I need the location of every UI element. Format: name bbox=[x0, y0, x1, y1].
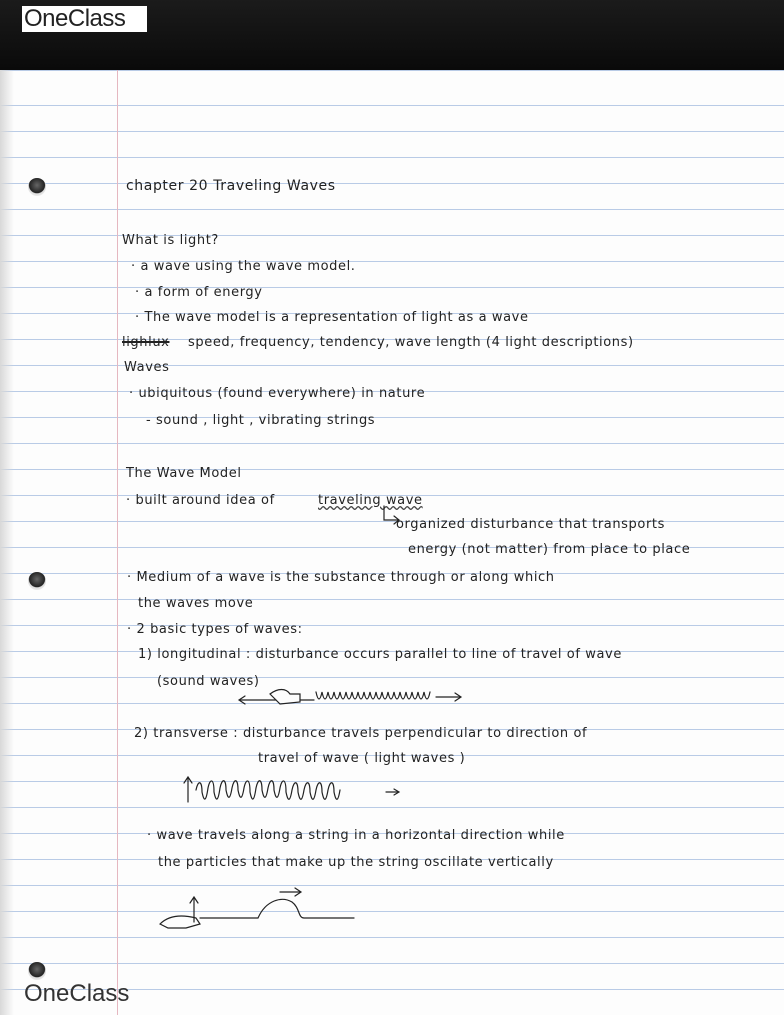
light-point-1: · a wave using the wave model. bbox=[131, 259, 356, 274]
medium-line-1: · Medium of a wave is the substance through or along which bbox=[127, 570, 555, 585]
transverse-coil-wave bbox=[196, 781, 340, 800]
types-heading: · 2 basic types of waves: bbox=[127, 622, 303, 637]
oneclass-logo[interactable]: OneClass bbox=[22, 6, 147, 32]
struck-word: lighlux bbox=[122, 335, 170, 350]
light-point-2: · a form of energy bbox=[135, 285, 263, 300]
longitudinal-line-2: (sound waves) bbox=[157, 674, 260, 689]
traveling-wave-term: traveling wave bbox=[318, 493, 423, 508]
string-line-1: · wave travels along a string in a horizontal direction while bbox=[147, 828, 565, 843]
string-pulse bbox=[200, 899, 354, 918]
wave-model-heading: The Wave Model bbox=[126, 466, 242, 481]
oneclass-logo-bottom[interactable]: OneClass bbox=[24, 980, 130, 1007]
traveling-wave-def-1: organized disturbance that transports bbox=[396, 517, 665, 532]
transverse-line-1: 2) transverse : disturbance travels perpendicular to direction of bbox=[134, 726, 588, 741]
waves-point-2: - sound , light , vibrating strings bbox=[146, 413, 376, 428]
traveling-wave-def-2: energy (not matter) from place to place bbox=[408, 542, 691, 557]
medium-line-2: the waves move bbox=[138, 596, 254, 611]
longitudinal-line-1: 1) longitudinal : disturbance occurs parallel to line of travel of wave bbox=[138, 647, 622, 662]
light-heading: What is light? bbox=[122, 233, 219, 248]
waves-point-1: · ubiquitous (found everywhere) in nature bbox=[129, 386, 426, 401]
longitudinal-compressions bbox=[316, 692, 430, 699]
longitudinal-hand bbox=[270, 690, 300, 705]
light-descriptions: speed, frequency, tendency, wave length (4 light descriptions) bbox=[188, 335, 634, 350]
light-point-3: · The wave model is a representation of light as a wave bbox=[135, 310, 529, 325]
wave-model-point: · built around idea of bbox=[126, 493, 275, 508]
chapter-title: chapter 20 Traveling Waves bbox=[126, 178, 336, 194]
string-line-2: the particles that make up the string oscillate vertically bbox=[158, 855, 554, 870]
waves-heading: Waves bbox=[124, 360, 170, 375]
transverse-line-2: travel of wave ( light waves ) bbox=[258, 751, 466, 766]
